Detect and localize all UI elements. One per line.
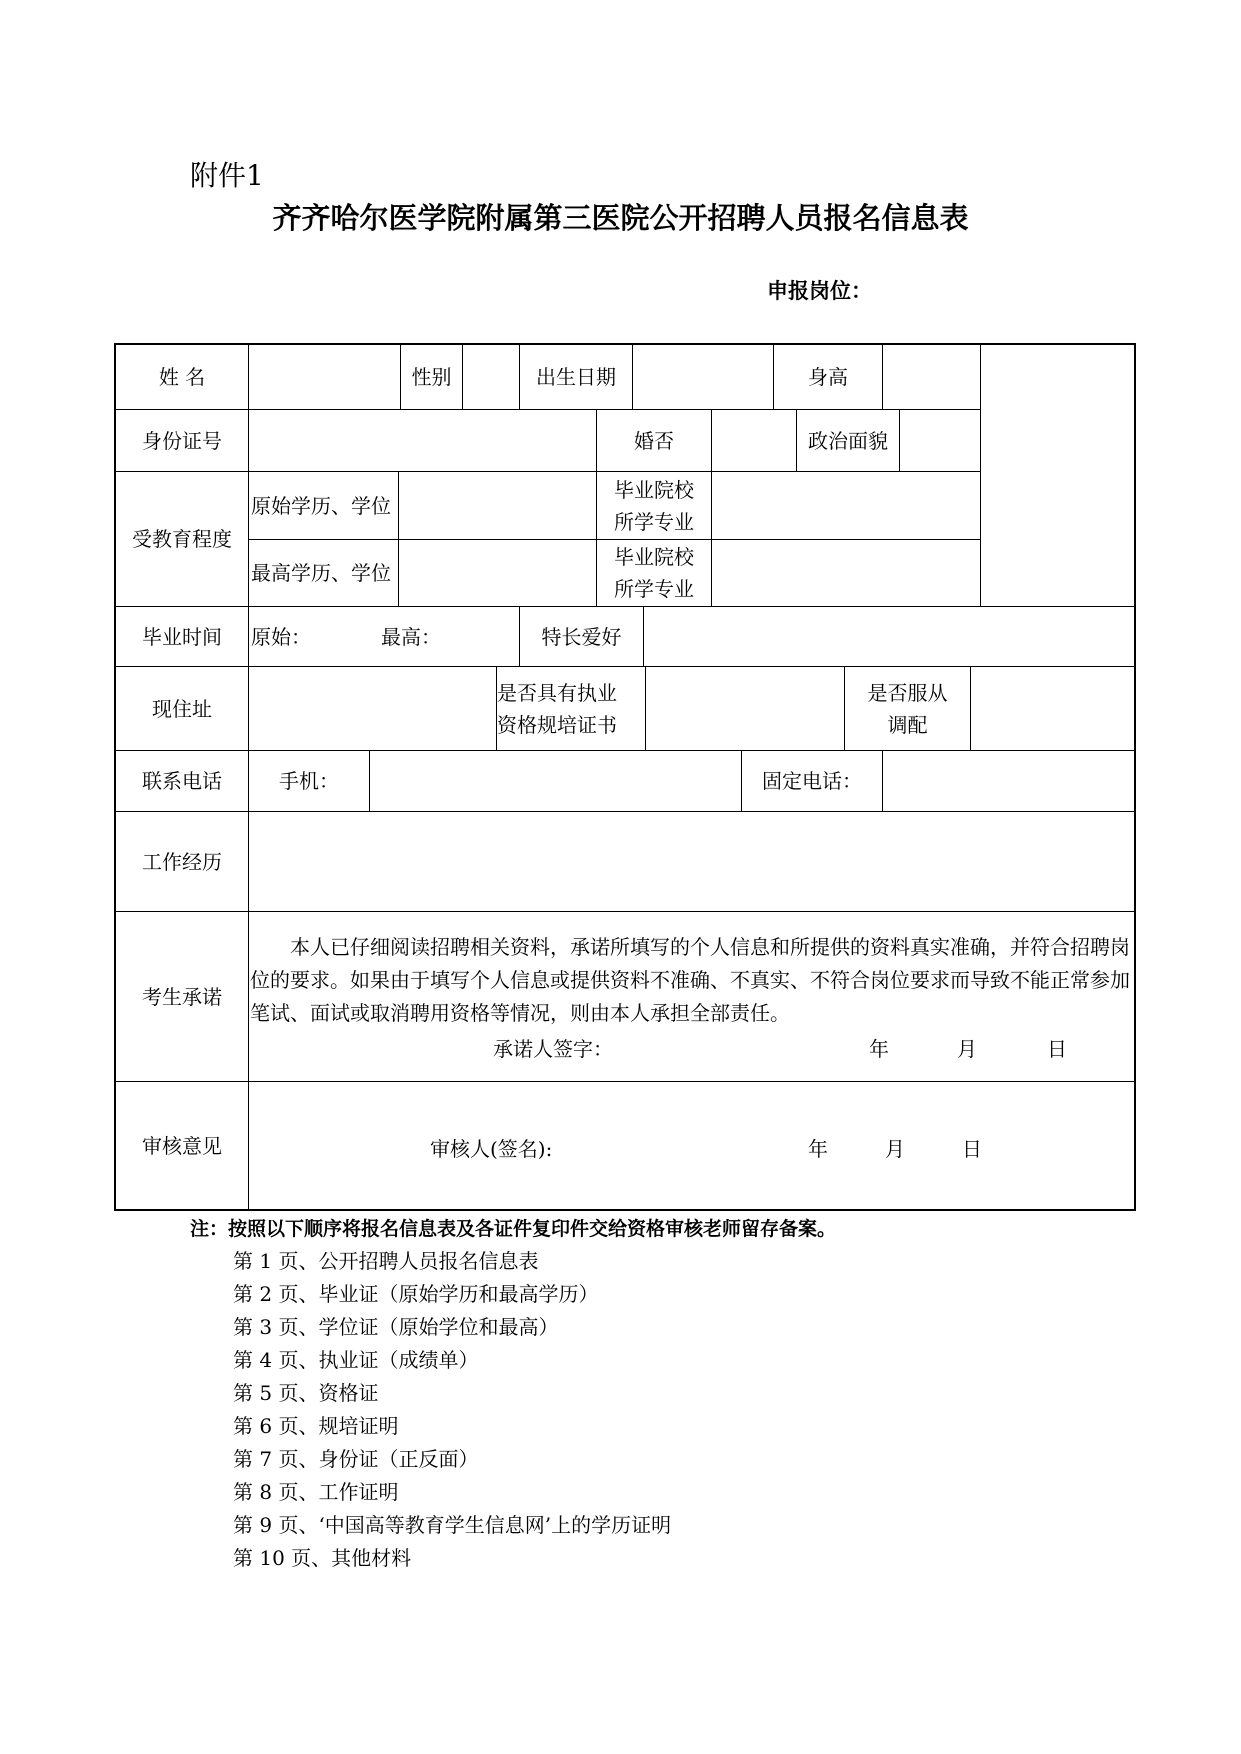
obey-label-line1: 是否服从 — [867, 680, 948, 705]
list-item: 第 7 页、身份证（正反面） — [233, 1447, 479, 1471]
pledge-label: 考生承诺 — [115, 911, 249, 1082]
school-label: 毕业院校 — [614, 477, 694, 502]
list-item: 第 4 页、执业证（成绩单） — [233, 1348, 479, 1372]
hobbies-label: 特长爱好 — [519, 606, 644, 667]
marital-label: 婚否 — [596, 409, 712, 472]
birth-label: 出生日期 — [519, 344, 633, 410]
pledge-month-label: 月 — [957, 1037, 977, 1061]
address-field[interactable] — [248, 666, 497, 751]
major-label: 所学专业 — [614, 577, 694, 601]
reviewer-label: 审核人(签名): — [430, 1137, 553, 1161]
school-major-label-2 — [596, 539, 712, 607]
obey-label — [844, 666, 971, 751]
phone-label: 联系电话 — [115, 750, 249, 812]
school-major-label-1 — [596, 471, 712, 540]
mobile-label: 手机： — [248, 750, 370, 812]
post-label: 申报岗位： — [767, 279, 872, 303]
list-item: 第 6 页、规培证明 — [233, 1414, 399, 1438]
hobbies-field[interactable] — [643, 606, 1135, 667]
review-day-label: 日 — [962, 1137, 982, 1161]
review-box[interactable] — [248, 1081, 1135, 1211]
political-field[interactable] — [899, 409, 981, 472]
original-degree-label: 原始学历、学位 — [248, 471, 399, 540]
mobile-field[interactable] — [369, 750, 742, 812]
grad-highest-label: 最高： — [381, 624, 441, 649]
obey-field[interactable] — [970, 666, 1135, 751]
list-item: 第 3 页、学位证（原始学位和最高） — [233, 1315, 559, 1339]
gender-label: 性别 — [400, 344, 463, 410]
pledge-day-label: 日 — [1047, 1037, 1067, 1061]
pledge-text: 本人已仔细阅读招聘相关资料，承诺所填写的个人信息和所提供的资料真实准确，并符合招聘岗位的要求。如果由于填写个人信息或提供资料不准确、不真实、不符合岗位要求而导致不能正常参加笔试、面试或取消聘用资格等情况，则由本人承担全部责任。 — [250, 935, 1130, 1025]
work-label: 工作经历 — [115, 811, 249, 912]
birth-field[interactable] — [632, 344, 774, 410]
work-field[interactable] — [248, 811, 1135, 912]
grad-time-field[interactable] — [248, 606, 520, 667]
major-label: 所学专业 — [614, 509, 694, 534]
review-year-label: 年 — [808, 1137, 828, 1161]
note-text: 注：按照以下顺序将报名信息表及各证件复印件交给资格审核老师留存备案。 — [190, 1218, 837, 1240]
name-field[interactable] — [248, 344, 401, 410]
highest-degree-field[interactable] — [398, 539, 597, 607]
list-item: 第 1 页、公开招聘人员报名信息表 — [233, 1249, 539, 1273]
political-label: 政治面貌 — [796, 409, 900, 472]
cert-label-line1: 是否具有执业 — [497, 680, 617, 705]
height-label: 身高 — [773, 344, 883, 410]
grad-original-label: 原始： — [251, 624, 311, 649]
obey-label-line2: 调配 — [887, 712, 928, 737]
cert-field[interactable] — [645, 666, 845, 751]
list-item: 第 8 页、工作证明 — [233, 1480, 399, 1504]
cert-label-line2: 资格规培证书 — [497, 712, 617, 737]
photo-box[interactable] — [980, 344, 1135, 607]
landline-label: 固定电话： — [741, 750, 883, 812]
list-item: 第 2 页、毕业证（原始学历和最高学历） — [233, 1282, 599, 1306]
name-label: 姓 名 — [115, 344, 249, 410]
cert-label — [496, 666, 646, 751]
review-month-label: 月 — [885, 1137, 905, 1161]
list-item: 第 5 页、资格证 — [233, 1381, 379, 1405]
original-school-field[interactable] — [711, 471, 981, 540]
id-field[interactable] — [248, 409, 597, 472]
list-item: 第 9 页、‘中国高等教育学生信息网’上的学历证明 — [233, 1513, 672, 1537]
signer-label: 承诺人签字： — [493, 1037, 613, 1061]
list-item: 第 10 页、其他材料 — [233, 1546, 412, 1570]
highest-school-field[interactable] — [711, 539, 981, 607]
landline-field[interactable] — [882, 750, 1135, 812]
gender-field[interactable] — [462, 344, 520, 410]
highest-degree-label: 最高学历、学位 — [248, 539, 399, 607]
marital-field[interactable] — [711, 409, 797, 472]
grad-time-label: 毕业时间 — [115, 606, 249, 667]
address-label: 现住址 — [115, 666, 249, 751]
annex-label: 附件1 — [190, 159, 264, 192]
height-field[interactable] — [882, 344, 981, 410]
page-title: 齐齐哈尔医学院附属第三医院公开招聘人员报名信息表 — [272, 201, 969, 235]
education-label: 受教育程度 — [115, 471, 249, 607]
review-label: 审核意见 — [115, 1081, 249, 1211]
pledge-year-label: 年 — [869, 1037, 889, 1061]
school-label: 毕业院校 — [614, 545, 694, 569]
original-degree-field[interactable] — [398, 471, 597, 540]
id-label: 身份证号 — [115, 409, 249, 472]
page-order-list — [233, 1245, 671, 1575]
